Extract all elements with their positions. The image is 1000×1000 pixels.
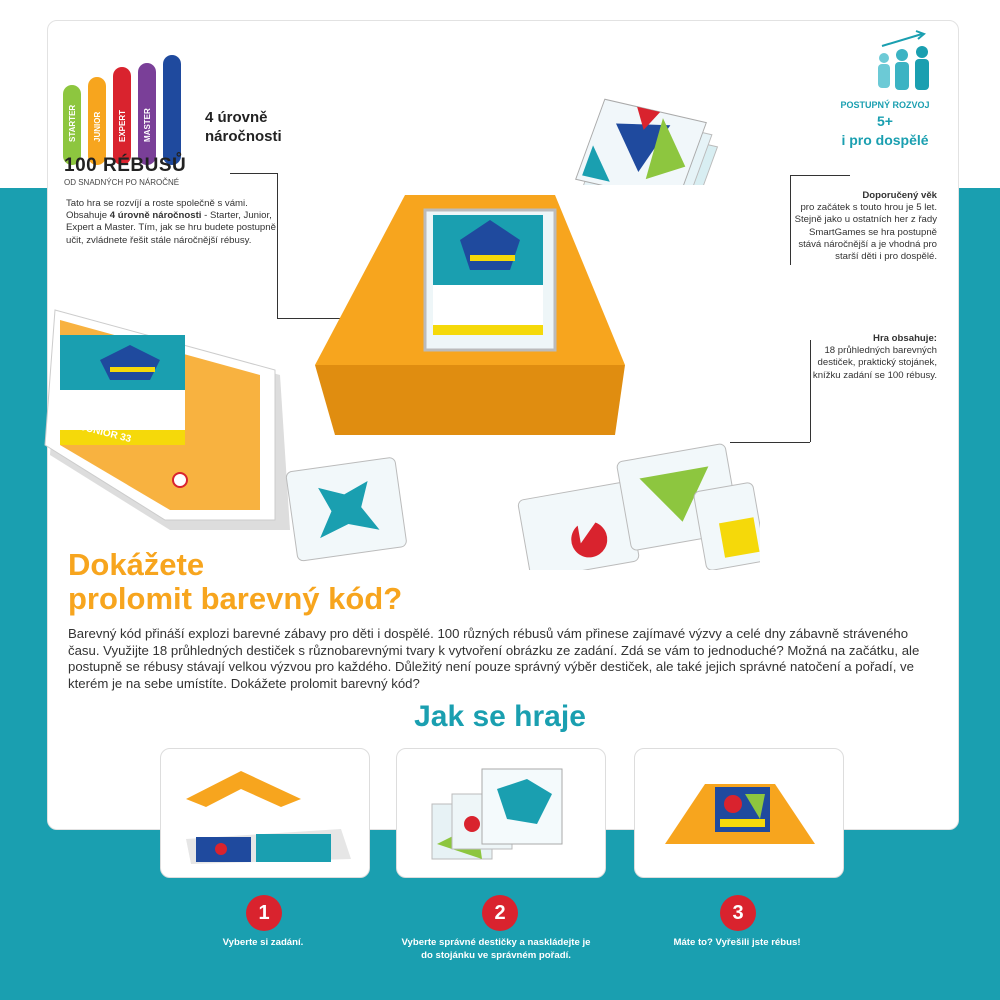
level-junior: JUNIOR: [93, 111, 102, 142]
step-1-number: 1: [246, 895, 282, 931]
game-contents-text: [810, 333, 937, 382]
booklet-label: JUNIOR 33: [79, 421, 133, 446]
game-contents-body: 18 průhledných barevných destiček, praktický stojánek, knížku zadání se 100 rébusy.: [812, 345, 937, 381]
level-expert: EXPERT: [118, 109, 127, 142]
connector-line-left-h: [230, 173, 278, 174]
intro-text: [66, 198, 276, 247]
stand-with-puzzle-image: [315, 185, 635, 435]
puzzle-booklet-image: [40, 305, 300, 535]
step-2-text: Vyberte správné destičky a naskládejte je do stojánku ve správném pořadí.: [401, 937, 591, 961]
headline-line2: prolomit barevný kód?: [68, 581, 403, 616]
development-badge: [820, 100, 950, 148]
recommended-age-title: Doporučený věk: [862, 190, 937, 201]
step-1-text: Vyberte si zadání.: [222, 937, 304, 948]
headline-line1: Dokážete: [68, 547, 205, 582]
connector-line-left-v: [277, 173, 278, 318]
logo-level-labels: [60, 42, 200, 152]
level-master: MASTER: [143, 108, 152, 142]
recommended-age-text: [790, 190, 937, 263]
level-starter: STARTER: [68, 104, 77, 142]
logo-title: 100 RÉBUSŮ: [64, 155, 187, 176]
step-2-image: [397, 749, 605, 877]
development-label: POSTUPNÝ ROZVOJ: [840, 100, 930, 110]
step-2-number: 2: [482, 895, 518, 931]
step-1-image: [161, 749, 369, 877]
intro-part1: Tato hra se rozvíjí a roste společně s vámi. Obsahuje: [66, 198, 248, 222]
connector-line-right-h1: [790, 175, 850, 176]
game-contents-title: Hra obsahuje:: [873, 333, 937, 344]
step-3-number: 3: [720, 895, 756, 931]
age-badge: 5+: [877, 113, 893, 129]
stacked-tiles-image: [570, 45, 780, 185]
levels-label-line1: 4 úrovně: [205, 109, 268, 126]
description-paragraph: Barevný kód přináší explozi barevné zábavy pro děti i dospělé. 100 různých rébusů vám přinese zajímavé výzvy a celé dny zábavně stráveného času. Využijte 18 průhledných destiček s různobarevnými tvary k vytvoření obrázku ze zadání. Zdá se vám to jednoduché? Možná na začátku, ale postupně se rébusy stávají velkou výzvou pro každého. Důležitý není pouze správný výběr destiček, ale také jejich správné natočení a pořadí, ve kterém je na sebe umístíte. Dokážete prolomit barevný kód?: [68, 626, 920, 691]
step-3-text: Máte to? Vyřešili jste rébus!: [673, 937, 801, 948]
step-3-image: [635, 749, 843, 877]
headline: [68, 548, 402, 616]
step-1-card: [160, 748, 370, 878]
adults-note: i pro dospělé: [841, 132, 929, 148]
step-2-card: [396, 748, 606, 878]
how-to-play-title: Jak se hraje: [414, 700, 586, 733]
intro-bold: 4 úrovně náročnosti: [109, 210, 202, 222]
recommended-age-body: pro začátek s touto hrou je 5 let. Stejně jako u ostatních her z řady SmartGames se hra postupně stává náročnější a je vhodná pro starší děti i pro dospělé.: [794, 202, 937, 263]
people-growth-icon: [872, 28, 942, 93]
logo-subtitle: OD SNADNÝCH PO NÁROČNÉ: [64, 178, 180, 187]
intro-part2: - Starter, Junior, Expert a Master. Tím, jak se hru budete postupně učit, zvládnete řešit stále náročnější rébusy.: [66, 210, 276, 246]
levels-label: [205, 108, 282, 146]
levels-label-line2: náročnosti: [205, 128, 282, 145]
step-3-card: [634, 748, 844, 878]
